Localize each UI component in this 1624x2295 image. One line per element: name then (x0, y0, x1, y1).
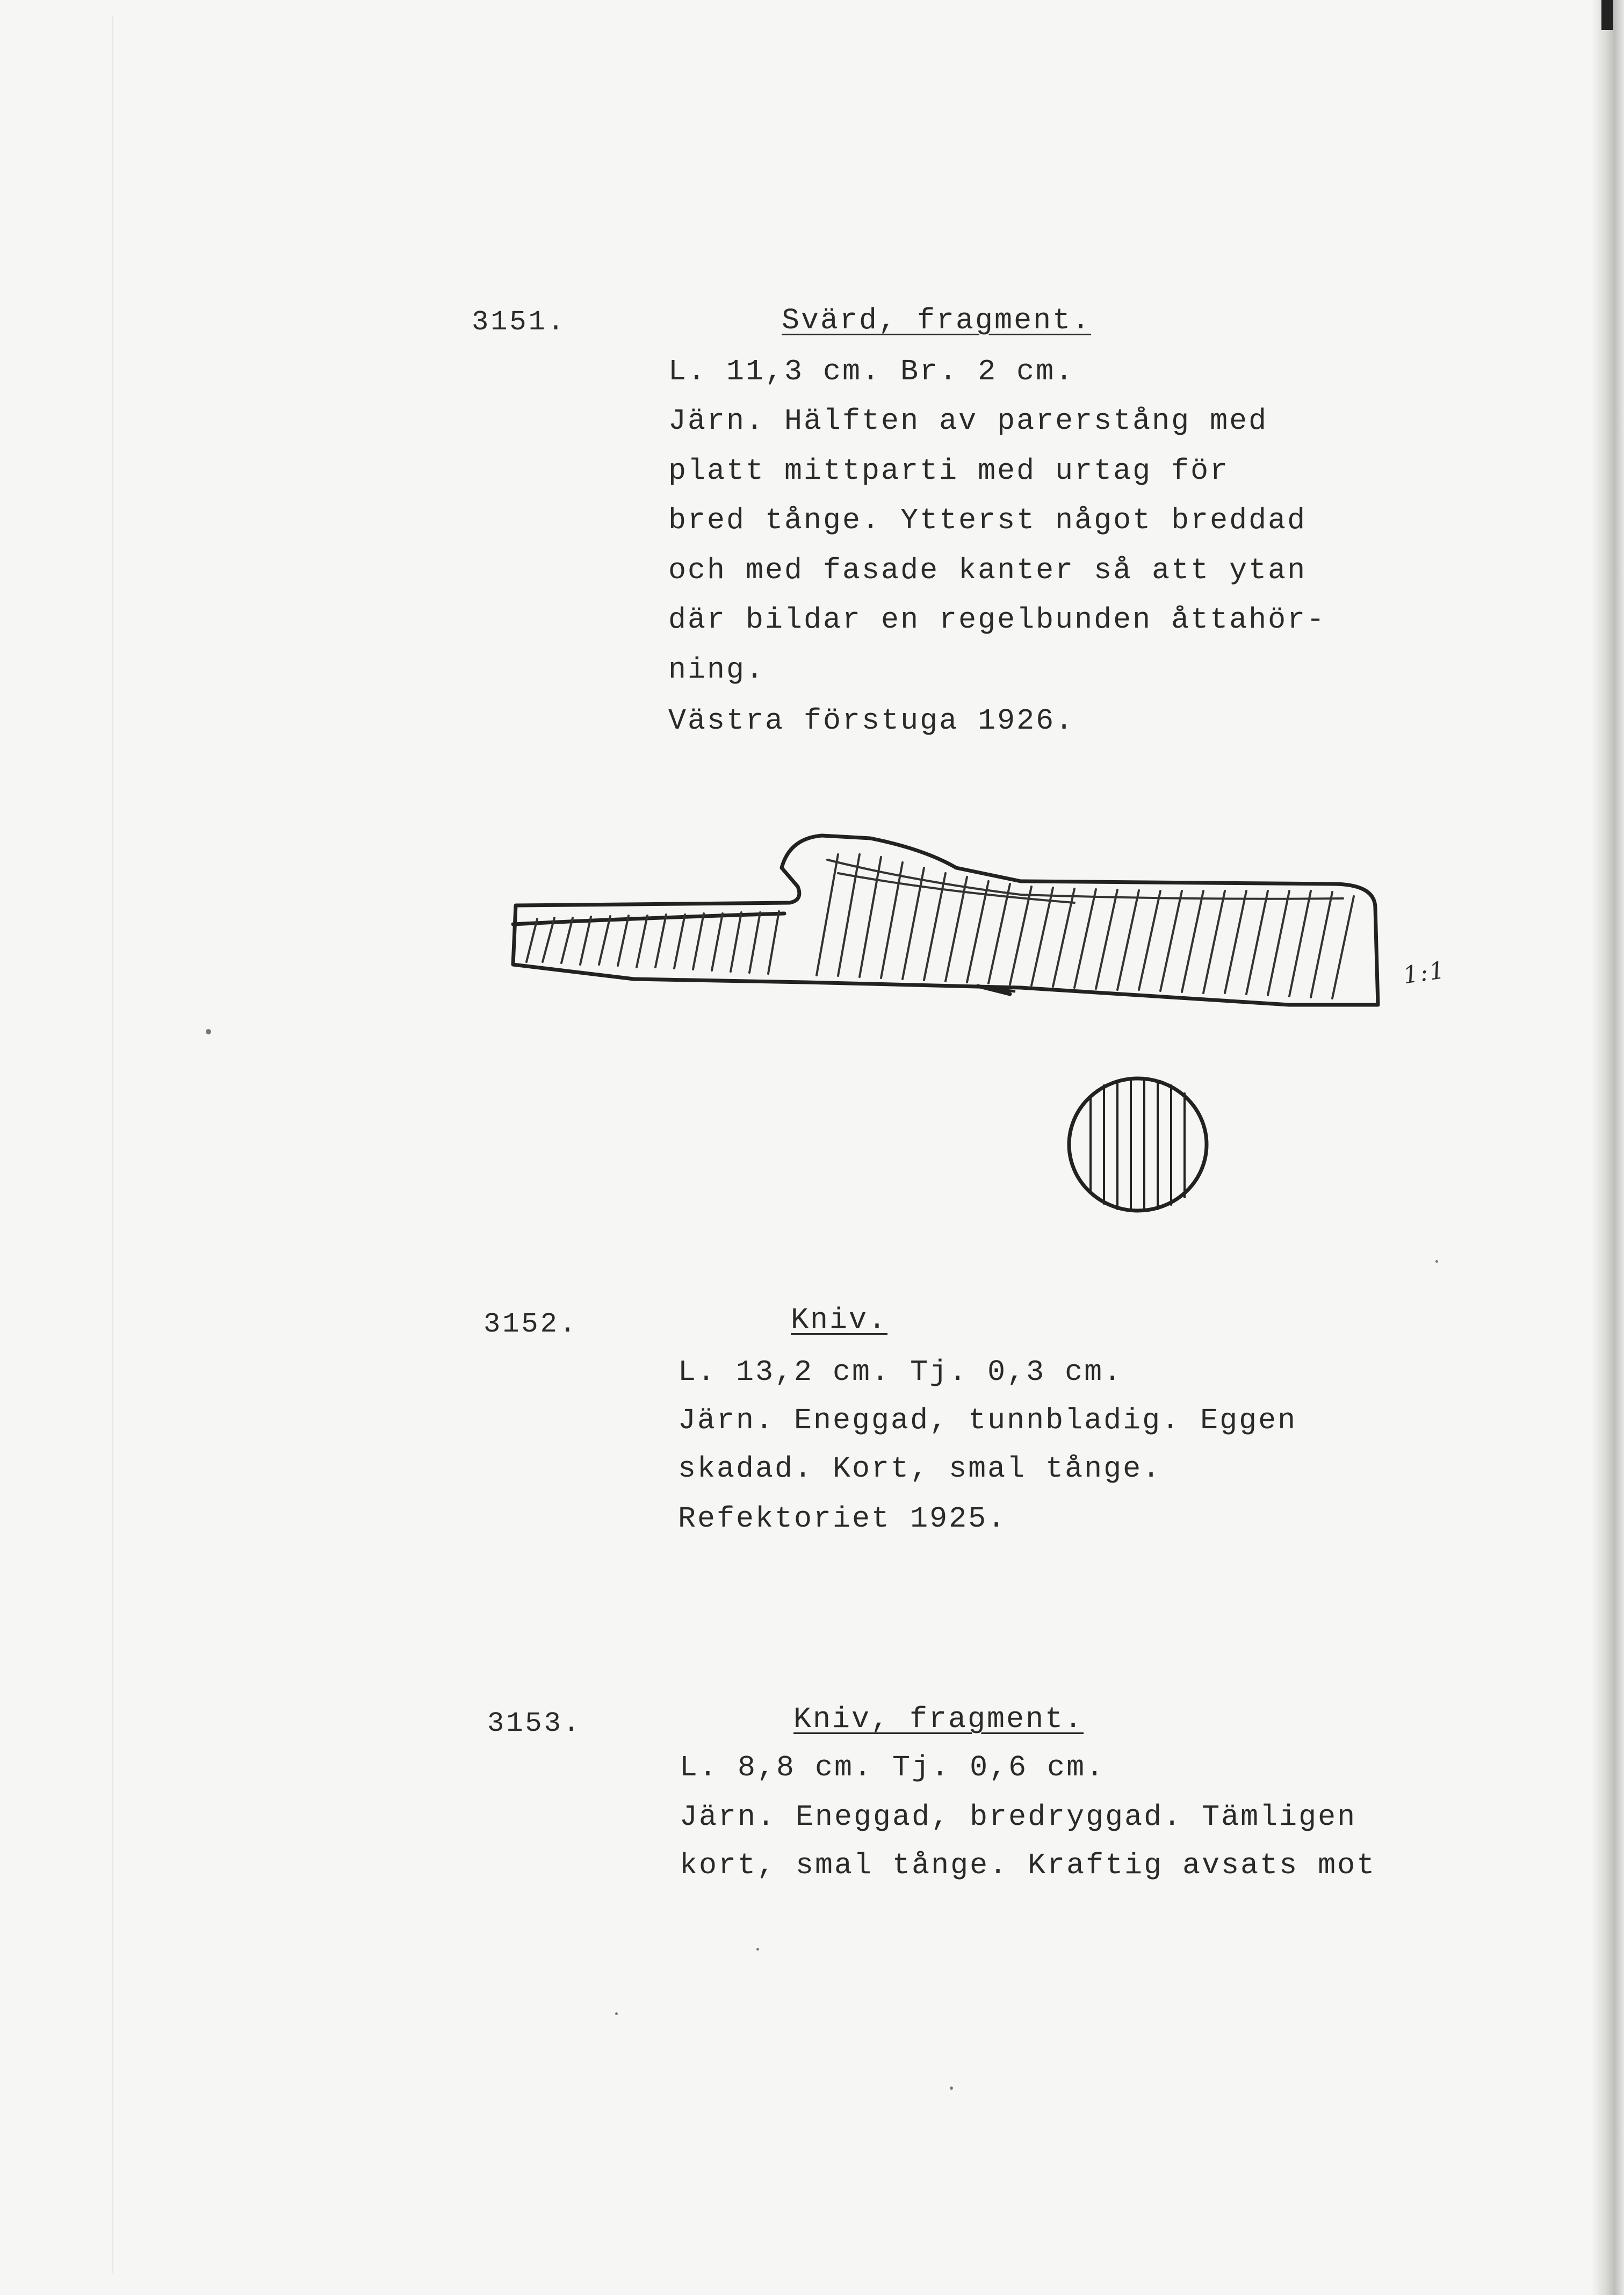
entry-line: där bildar en regelbunden åttahör- (668, 603, 1326, 637)
entry-line: L. 13,2 cm. Tj. 0,3 cm. (678, 1355, 1123, 1389)
entry-title: Kniv. (791, 1303, 888, 1337)
entry-line: och med fasade kanter så att ytan (668, 553, 1307, 587)
entry-number: 3153. (487, 1708, 582, 1739)
entry-title: Kniv, fragment. (793, 1702, 1084, 1736)
paper-speck (1435, 1260, 1438, 1263)
paper-speck (615, 2012, 618, 2015)
entry-title: Svärd, fragment. (782, 304, 1092, 337)
entry-line: Järn. Eneggad, tunnbladig. Eggen (678, 1404, 1297, 1437)
entry-line: L. 11,3 cm. Br. 2 cm. (668, 355, 1075, 389)
entry-line: L. 8,8 cm. Tj. 0,6 cm. (680, 1751, 1106, 1785)
entry-line: skadad. Kort, smal tånge. (678, 1452, 1162, 1486)
entry-line: Västra förstuga 1926. (668, 704, 1075, 738)
entry-line: Järn. Eneggad, bredryggad. Tämligen (680, 1800, 1357, 1834)
entry-line: ning. (668, 653, 766, 687)
entry-line: Refektoriet 1925. (678, 1502, 1007, 1536)
scale-note: 1:1 (1401, 956, 1448, 990)
paper-speck (206, 1029, 211, 1034)
entry-line: bred tånge. Ytterst något breddad (668, 503, 1307, 537)
paper-speck (756, 1948, 759, 1951)
entry-line: Järn. Hälften av parerstång med (668, 404, 1268, 438)
paper-speck (950, 2087, 953, 2090)
entry-number: 3152. (483, 1308, 579, 1340)
entry-number: 3151. (472, 306, 567, 338)
entry-line: platt mittparti med urtag för (668, 454, 1230, 488)
entry-line: kort, smal tånge. Kraftig avsats mot (680, 1848, 1376, 1882)
